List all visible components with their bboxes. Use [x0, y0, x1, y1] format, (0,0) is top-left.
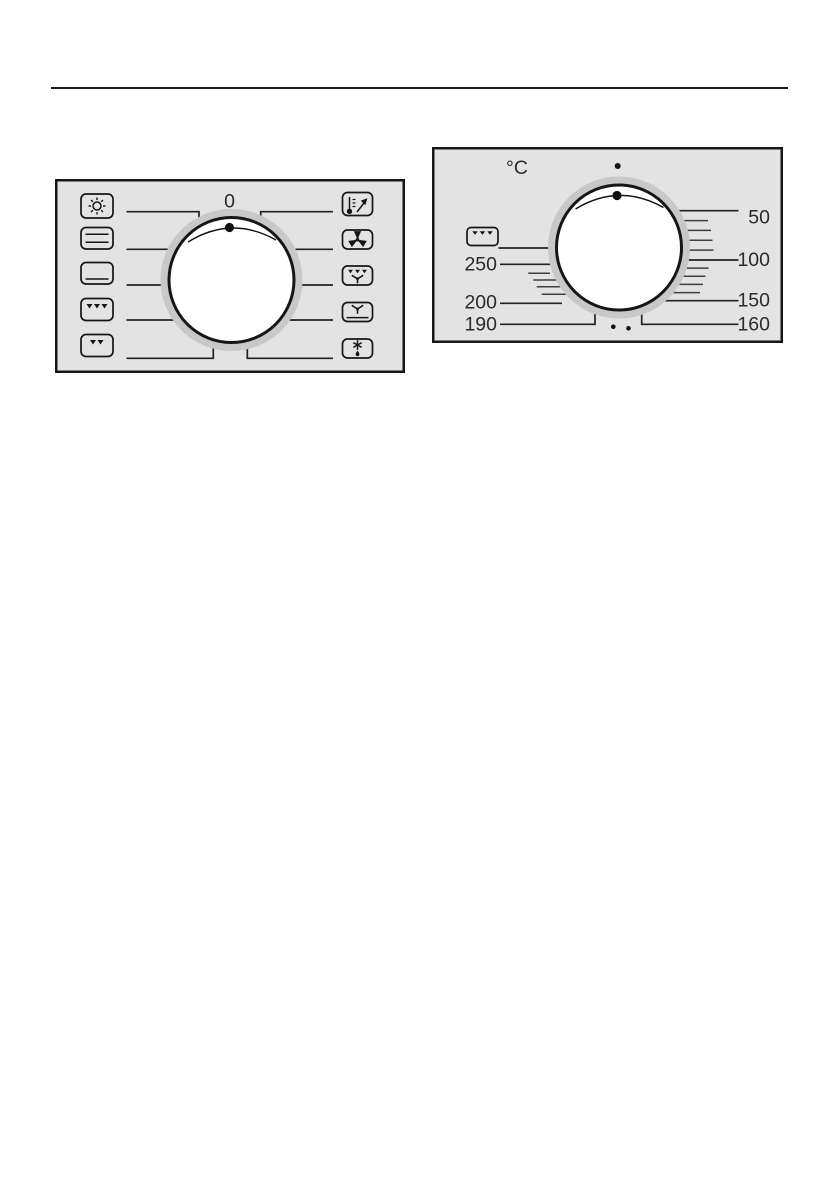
function-knob-pointer-dot — [225, 223, 234, 232]
temp-label-50: 50 — [748, 206, 770, 229]
temp-label-150: 150 — [737, 289, 770, 312]
temperature-knob-pointer-dot — [612, 191, 621, 200]
temp-label-250: 250 — [464, 253, 497, 276]
function-knob-face — [169, 218, 294, 343]
intermediate-dot — [626, 326, 631, 331]
temperature-knob — [553, 181, 686, 314]
temp-label-200: 200 — [464, 291, 497, 314]
temp-label-190: 190 — [464, 313, 497, 336]
function-knob-zero-label: 0 — [224, 190, 235, 213]
temperature-selector-panel — [432, 147, 783, 343]
temp-label-160: 160 — [737, 313, 770, 336]
temp-label-100: 100 — [737, 249, 770, 271]
function-knob — [165, 214, 298, 347]
header-rule — [51, 87, 788, 89]
function-selector-panel — [55, 179, 405, 373]
celsius-label: °C — [506, 157, 528, 179]
off-position-dot — [615, 163, 621, 169]
intermediate-dot — [611, 325, 616, 330]
temperature-knob-face — [557, 185, 682, 310]
